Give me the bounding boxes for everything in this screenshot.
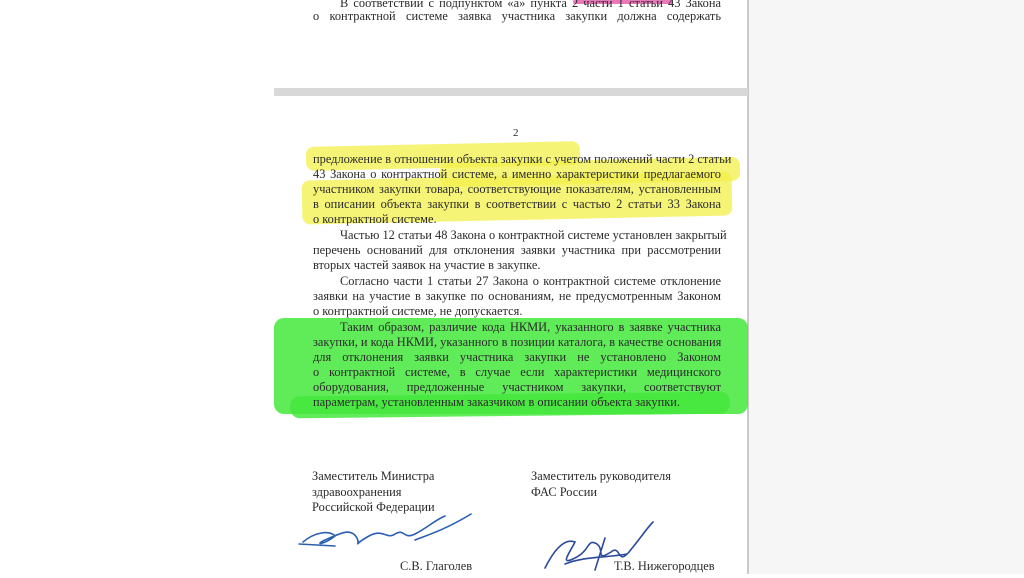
page-number: 2 — [513, 127, 519, 139]
p2-line-1: Частью 12 статьи 48 Закона о контрактной системе установлен закрытый — [340, 228, 727, 242]
page1-line-2: о контрактной системе заявка участника закупки должна содержать — [313, 9, 721, 23]
p4-line-3: для отклонения заявки участника закупки не установлено Законом — [313, 350, 721, 364]
p4-line-2: закупки, и кода НКМИ, указанного в позиции каталога, в качестве основания — [313, 335, 722, 349]
p3-line-1: Согласно части 1 статьи 27 Закона о контрактной системе отклонение — [340, 274, 721, 288]
left-background — [0, 0, 274, 574]
signatory-right-title-2: ФАС России — [531, 485, 598, 499]
page1-line-1: В соответствии с подпунктом «а» пункта 2 части 1 статьи 43 Закона — [340, 0, 721, 10]
signature-left — [295, 510, 475, 560]
p1-line-5: о контрактной системе. — [313, 212, 437, 226]
p4-line-4: о контрактной системе, в случае если характеристики медицинского — [313, 365, 721, 379]
p4-line-5: оборудования, предложенные участником закупки, соответствуют — [313, 380, 721, 394]
page-break — [274, 88, 748, 96]
signatory-left-title-3: Российской Федерации — [312, 500, 435, 514]
p1-line-4: в описании объекта закупки в соответствии с частью 2 статьи 33 Закона — [313, 197, 721, 211]
p1-line-3: участником закупки товара, соответствующие показателям, установленным — [313, 182, 721, 196]
p1-line-2: 43 Закона о контрактной системе, а именно характеристики предлагаемого — [313, 167, 721, 181]
p3-line-2: заявки на участие в закупке по основаниям, не предусмотренным Законом — [313, 289, 721, 303]
p2-line-2: перечень оснований для отклонения заявки участника при рассмотрении — [313, 243, 721, 257]
signatory-left-title-1: Заместитель Министра — [312, 469, 435, 483]
signatory-left-title-2: здравоохранения — [312, 485, 402, 499]
p2-line-3: вторых частей заявок на участие в закупке. — [313, 258, 541, 272]
right-background — [749, 0, 1024, 574]
signatory-right-name: Т.В. Нижегородцев — [614, 559, 715, 573]
p3-line-3: о контрактной системе, не допускается. — [313, 304, 523, 318]
page-edge — [747, 0, 749, 574]
p1-line-1: предложение в отношении объекта закупки с учетом положений части 2 статьи — [313, 152, 732, 166]
p4-line-6: параметрам, установленным заказчиком в описании объекта закупки. — [313, 395, 680, 409]
signature-right — [535, 518, 665, 578]
p4-line-1: Таким образом, различие кода НКМИ, указанного в заявке участника — [340, 320, 721, 334]
signatory-left-name: С.В. Глаголев — [400, 559, 473, 573]
signatory-right-title-1: Заместитель руководителя — [531, 469, 671, 483]
